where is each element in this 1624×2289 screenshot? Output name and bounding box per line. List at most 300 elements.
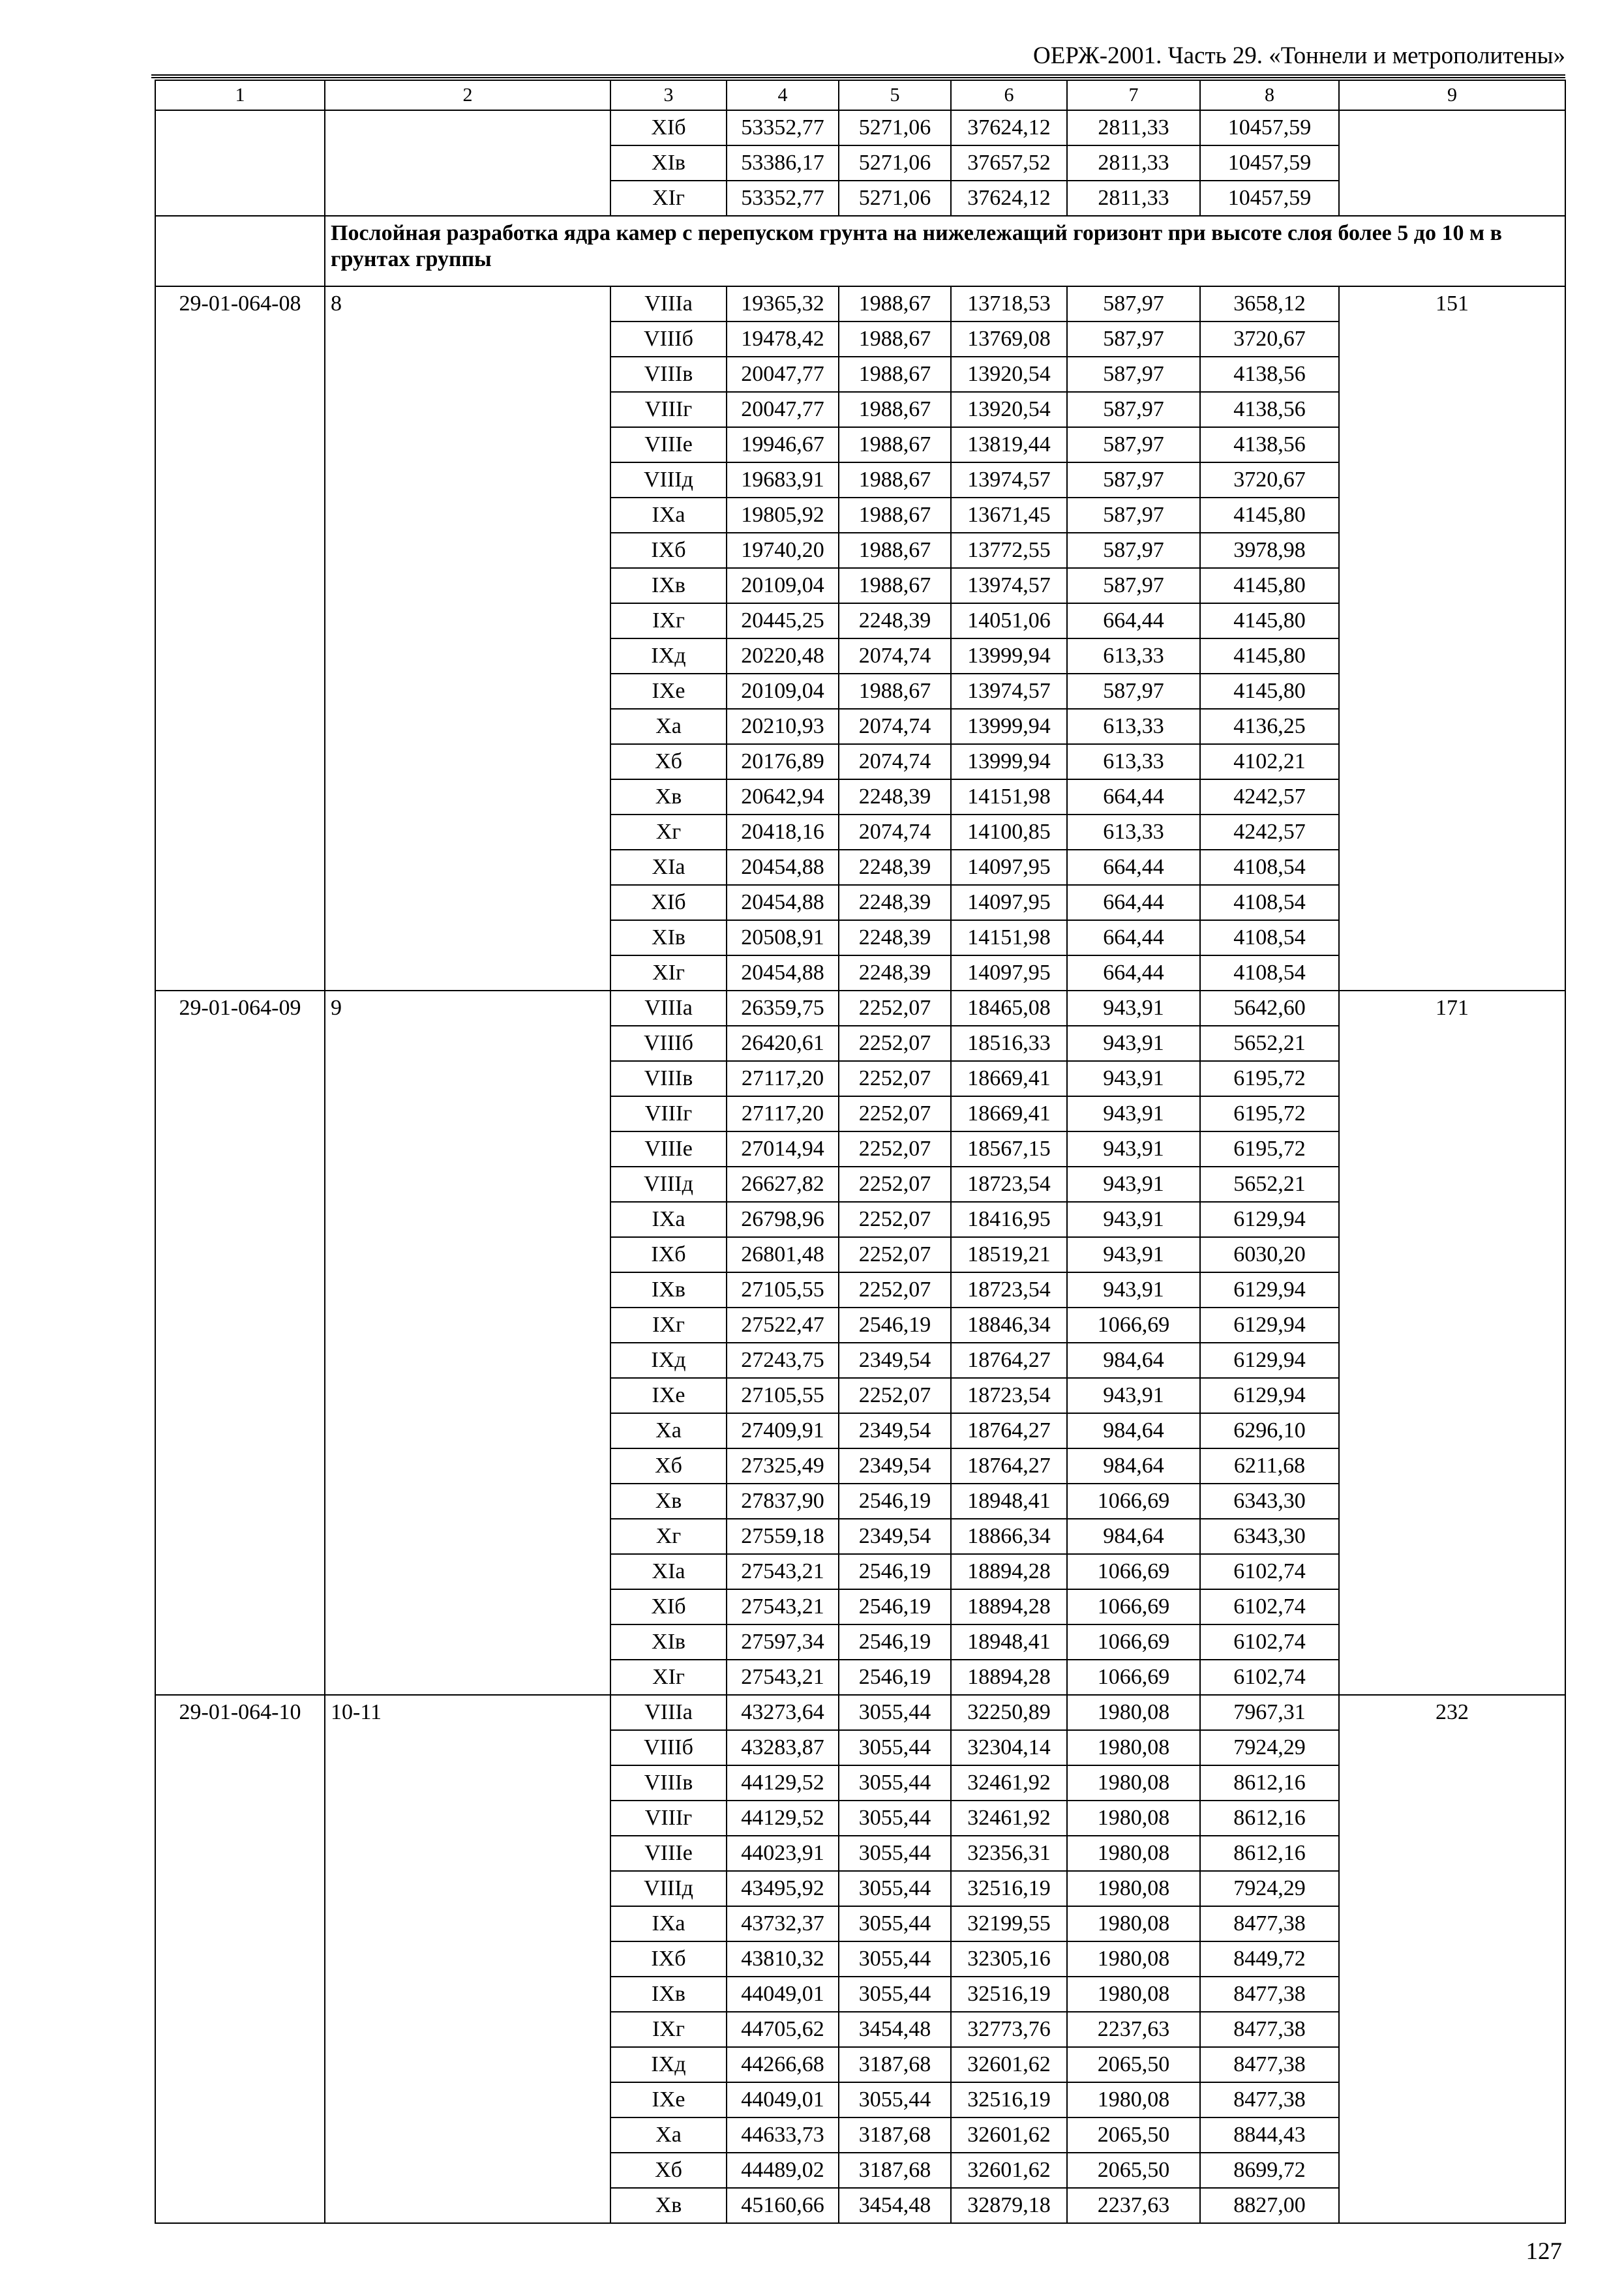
labor-total: 232 bbox=[1339, 1695, 1565, 2223]
value-cell: 3978,98 bbox=[1200, 533, 1339, 568]
rate-code: 29-01-064-08 bbox=[155, 286, 325, 991]
value-cell: 1980,08 bbox=[1067, 1695, 1200, 1730]
value-cell: 18669,41 bbox=[951, 1061, 1067, 1096]
value-cell: 13772,55 bbox=[951, 533, 1067, 568]
column-number: 3 bbox=[610, 80, 727, 110]
value-cell: 3055,44 bbox=[839, 1941, 951, 1977]
value-cell: 27105,55 bbox=[727, 1378, 839, 1413]
value-cell: 27409,91 bbox=[727, 1413, 839, 1448]
column-number: 8 bbox=[1200, 80, 1339, 110]
value-cell: 943,91 bbox=[1067, 991, 1200, 1026]
value-cell: 8477,38 bbox=[1200, 1977, 1339, 2012]
value-cell: 613,33 bbox=[1067, 815, 1200, 850]
category-cell: IХв bbox=[610, 1977, 727, 2012]
header-rule bbox=[151, 74, 1565, 78]
value-cell: 2074,74 bbox=[839, 709, 951, 744]
column-number: 1 bbox=[155, 80, 325, 110]
category-cell: VIIIа bbox=[610, 1695, 727, 1730]
soil-group: 10-11 bbox=[325, 1695, 610, 2223]
category-cell: Хг bbox=[610, 1519, 727, 1554]
value-cell: 3055,44 bbox=[839, 1906, 951, 1941]
value-cell: 2811,33 bbox=[1067, 110, 1200, 145]
value-cell: 20109,04 bbox=[727, 674, 839, 709]
value-cell: 43495,92 bbox=[727, 1871, 839, 1906]
value-cell: 2252,07 bbox=[839, 991, 951, 1026]
category-cell: VIIIг bbox=[610, 1801, 727, 1836]
category-cell: IХд bbox=[610, 638, 727, 674]
value-cell: 2349,54 bbox=[839, 1519, 951, 1554]
value-cell: 18866,34 bbox=[951, 1519, 1067, 1554]
value-cell: 587,97 bbox=[1067, 357, 1200, 392]
category-cell: VIIIб bbox=[610, 322, 727, 357]
value-cell: 20508,91 bbox=[727, 920, 839, 955]
value-cell: 6195,72 bbox=[1200, 1061, 1339, 1096]
category-cell: Хв bbox=[610, 779, 727, 815]
value-cell: 2252,07 bbox=[839, 1378, 951, 1413]
value-cell: 5271,06 bbox=[839, 181, 951, 216]
value-cell: 27014,94 bbox=[727, 1131, 839, 1167]
value-cell: 4108,54 bbox=[1200, 920, 1339, 955]
value-cell: 14100,85 bbox=[951, 815, 1067, 850]
category-cell: ХIб bbox=[610, 885, 727, 920]
value-cell: 43810,32 bbox=[727, 1941, 839, 1977]
value-cell: 14097,95 bbox=[951, 955, 1067, 991]
value-cell: 2065,50 bbox=[1067, 2153, 1200, 2188]
value-cell: 943,91 bbox=[1067, 1202, 1200, 1237]
column-number: 7 bbox=[1067, 80, 1200, 110]
value-cell: 587,97 bbox=[1067, 498, 1200, 533]
page-number: 127 bbox=[1526, 2238, 1562, 2265]
value-cell: 32516,19 bbox=[951, 1871, 1067, 1906]
value-cell: 2811,33 bbox=[1067, 145, 1200, 181]
value-cell: 44266,68 bbox=[727, 2047, 839, 2082]
value-cell: 3658,12 bbox=[1200, 286, 1339, 322]
value-cell: 613,33 bbox=[1067, 709, 1200, 744]
category-cell: IХе bbox=[610, 674, 727, 709]
value-cell: 3055,44 bbox=[839, 1730, 951, 1765]
value-cell: 1988,67 bbox=[839, 674, 951, 709]
code-cell bbox=[155, 110, 325, 216]
value-cell: 2546,19 bbox=[839, 1554, 951, 1589]
value-cell: 8612,16 bbox=[1200, 1765, 1339, 1801]
value-cell: 44489,02 bbox=[727, 2153, 839, 2188]
value-cell: 32516,19 bbox=[951, 2082, 1067, 2117]
rate-code: 29-01-064-10 bbox=[155, 1695, 325, 2223]
value-cell: 4145,80 bbox=[1200, 568, 1339, 603]
value-cell: 984,64 bbox=[1067, 1343, 1200, 1378]
category-cell: Хб bbox=[610, 1448, 727, 1484]
value-cell: 984,64 bbox=[1067, 1448, 1200, 1484]
value-cell: 43732,37 bbox=[727, 1906, 839, 1941]
value-cell: 20109,04 bbox=[727, 568, 839, 603]
value-cell: 1980,08 bbox=[1067, 1977, 1200, 2012]
value-cell: 18416,95 bbox=[951, 1202, 1067, 1237]
value-cell: 2252,07 bbox=[839, 1061, 951, 1096]
section-spacer bbox=[155, 216, 325, 286]
value-cell: 18846,34 bbox=[951, 1308, 1067, 1343]
value-cell: 2248,39 bbox=[839, 955, 951, 991]
category-cell: Хг bbox=[610, 815, 727, 850]
value-cell: 2248,39 bbox=[839, 603, 951, 638]
value-cell: 13819,44 bbox=[951, 427, 1067, 462]
value-cell: 2065,50 bbox=[1067, 2117, 1200, 2153]
value-cell: 19740,20 bbox=[727, 533, 839, 568]
value-cell: 6129,94 bbox=[1200, 1272, 1339, 1308]
value-cell: 943,91 bbox=[1067, 1378, 1200, 1413]
value-cell: 8477,38 bbox=[1200, 1906, 1339, 1941]
value-cell: 32601,62 bbox=[951, 2047, 1067, 2082]
value-cell: 3055,44 bbox=[839, 1977, 951, 2012]
value-cell: 20454,88 bbox=[727, 850, 839, 885]
value-cell: 20210,93 bbox=[727, 709, 839, 744]
category-cell: VIIIб bbox=[610, 1026, 727, 1061]
value-cell: 2546,19 bbox=[839, 1624, 951, 1660]
value-cell: 943,91 bbox=[1067, 1272, 1200, 1308]
value-cell: 27105,55 bbox=[727, 1272, 839, 1308]
value-cell: 18669,41 bbox=[951, 1096, 1067, 1131]
value-cell: 587,97 bbox=[1067, 533, 1200, 568]
labor-total: 151 bbox=[1339, 286, 1565, 991]
category-cell: IХв bbox=[610, 568, 727, 603]
value-cell: 664,44 bbox=[1067, 603, 1200, 638]
value-cell: 14051,06 bbox=[951, 603, 1067, 638]
value-cell: 1066,69 bbox=[1067, 1308, 1200, 1343]
value-cell: 4108,54 bbox=[1200, 850, 1339, 885]
category-cell: IХе bbox=[610, 1378, 727, 1413]
category-cell: IХа bbox=[610, 498, 727, 533]
total-cell bbox=[1339, 110, 1565, 216]
group-cell bbox=[325, 110, 610, 216]
rates-table bbox=[155, 80, 1566, 2224]
category-cell: IХв bbox=[610, 1272, 727, 1308]
value-cell: 3720,67 bbox=[1200, 322, 1339, 357]
column-number: 6 bbox=[951, 80, 1067, 110]
value-cell: 7924,29 bbox=[1200, 1730, 1339, 1765]
value-cell: 6211,68 bbox=[1200, 1448, 1339, 1484]
value-cell: 20642,94 bbox=[727, 779, 839, 815]
category-cell: Ха bbox=[610, 709, 727, 744]
category-cell: Хб bbox=[610, 2153, 727, 2188]
value-cell: 2248,39 bbox=[839, 850, 951, 885]
column-number: 4 bbox=[727, 80, 839, 110]
value-cell: 1980,08 bbox=[1067, 1871, 1200, 1906]
category-cell: VIIIд bbox=[610, 1167, 727, 1202]
value-cell: 2252,07 bbox=[839, 1202, 951, 1237]
value-cell: 2546,19 bbox=[839, 1660, 951, 1695]
category-cell: ХIа bbox=[610, 850, 727, 885]
value-cell: 45160,66 bbox=[727, 2188, 839, 2223]
value-cell: 943,91 bbox=[1067, 1131, 1200, 1167]
value-cell: 1980,08 bbox=[1067, 1941, 1200, 1977]
value-cell: 37624,12 bbox=[951, 181, 1067, 216]
value-cell: 1988,67 bbox=[839, 498, 951, 533]
rates-table-body bbox=[155, 80, 1565, 2223]
value-cell: 43273,64 bbox=[727, 1695, 839, 1730]
value-cell: 3055,44 bbox=[839, 1801, 951, 1836]
category-cell: VIIIд bbox=[610, 1871, 727, 1906]
value-cell: 18948,41 bbox=[951, 1484, 1067, 1519]
value-cell: 6195,72 bbox=[1200, 1131, 1339, 1167]
value-cell: 1988,67 bbox=[839, 568, 951, 603]
value-cell: 26801,48 bbox=[727, 1237, 839, 1272]
value-cell: 6195,72 bbox=[1200, 1096, 1339, 1131]
value-cell: 32356,31 bbox=[951, 1836, 1067, 1871]
value-cell: 53386,17 bbox=[727, 145, 839, 181]
value-cell: 1988,67 bbox=[839, 357, 951, 392]
value-cell: 18723,54 bbox=[951, 1272, 1067, 1308]
category-cell: Хв bbox=[610, 1484, 727, 1519]
value-cell: 8699,72 bbox=[1200, 2153, 1339, 2188]
value-cell: 5652,21 bbox=[1200, 1026, 1339, 1061]
value-cell: 20445,25 bbox=[727, 603, 839, 638]
value-cell: 13999,94 bbox=[951, 638, 1067, 674]
value-cell: 2252,07 bbox=[839, 1096, 951, 1131]
value-cell: 2546,19 bbox=[839, 1589, 951, 1624]
category-cell: VIIIа bbox=[610, 286, 727, 322]
value-cell: 13920,54 bbox=[951, 357, 1067, 392]
column-number: 5 bbox=[839, 80, 951, 110]
value-cell: 43283,87 bbox=[727, 1730, 839, 1765]
value-cell: 1066,69 bbox=[1067, 1484, 1200, 1519]
value-cell: 5652,21 bbox=[1200, 1167, 1339, 1202]
value-cell: 26798,96 bbox=[727, 1202, 839, 1237]
value-cell: 2252,07 bbox=[839, 1131, 951, 1167]
value-cell: 1980,08 bbox=[1067, 1765, 1200, 1801]
value-cell: 2074,74 bbox=[839, 638, 951, 674]
category-cell: ХIа bbox=[610, 1554, 727, 1589]
value-cell: 3454,48 bbox=[839, 2188, 951, 2223]
value-cell: 6343,30 bbox=[1200, 1519, 1339, 1554]
value-cell: 5271,06 bbox=[839, 110, 951, 145]
value-cell: 20418,16 bbox=[727, 815, 839, 850]
value-cell: 2252,07 bbox=[839, 1026, 951, 1061]
value-cell: 4145,80 bbox=[1200, 638, 1339, 674]
value-cell: 6102,74 bbox=[1200, 1624, 1339, 1660]
category-cell: VIIIв bbox=[610, 1061, 727, 1096]
category-cell: IХг bbox=[610, 1308, 727, 1343]
column-number-row bbox=[155, 80, 1565, 110]
value-cell: 2349,54 bbox=[839, 1413, 951, 1448]
value-cell: 20454,88 bbox=[727, 955, 839, 991]
value-cell: 27325,49 bbox=[727, 1448, 839, 1484]
value-cell: 6030,20 bbox=[1200, 1237, 1339, 1272]
value-cell: 664,44 bbox=[1067, 920, 1200, 955]
value-cell: 18519,21 bbox=[951, 1237, 1067, 1272]
value-cell: 18723,54 bbox=[951, 1378, 1067, 1413]
value-cell: 2248,39 bbox=[839, 779, 951, 815]
value-cell: 3454,48 bbox=[839, 2012, 951, 2047]
value-cell: 2074,74 bbox=[839, 744, 951, 779]
value-cell: 2237,63 bbox=[1067, 2188, 1200, 2223]
value-cell: 13999,94 bbox=[951, 709, 1067, 744]
value-cell: 3055,44 bbox=[839, 1695, 951, 1730]
value-cell: 2349,54 bbox=[839, 1343, 951, 1378]
value-cell: 3720,67 bbox=[1200, 462, 1339, 498]
value-cell: 1988,67 bbox=[839, 286, 951, 322]
section-title: Послойная разработка ядра камер с перепуском грунта на нижележащий горизонт при высоте слоя более 5 до 10 м в грунтах группы bbox=[325, 216, 1565, 286]
value-cell: 6102,74 bbox=[1200, 1589, 1339, 1624]
rate-code: 29-01-064-09 bbox=[155, 991, 325, 1695]
category-cell: IХд bbox=[610, 2047, 727, 2082]
value-cell: 6129,94 bbox=[1200, 1343, 1339, 1378]
value-cell: 32516,19 bbox=[951, 1977, 1067, 2012]
value-cell: 37657,52 bbox=[951, 145, 1067, 181]
category-cell: VIIIг bbox=[610, 1096, 727, 1131]
value-cell: 664,44 bbox=[1067, 955, 1200, 991]
value-cell: 943,91 bbox=[1067, 1096, 1200, 1131]
value-cell: 8612,16 bbox=[1200, 1801, 1339, 1836]
value-cell: 32199,55 bbox=[951, 1906, 1067, 1941]
value-cell: 2811,33 bbox=[1067, 181, 1200, 216]
value-cell: 27117,20 bbox=[727, 1096, 839, 1131]
value-cell: 19946,67 bbox=[727, 427, 839, 462]
value-cell: 4108,54 bbox=[1200, 885, 1339, 920]
value-cell: 26359,75 bbox=[727, 991, 839, 1026]
labor-total: 171 bbox=[1339, 991, 1565, 1695]
value-cell: 587,97 bbox=[1067, 462, 1200, 498]
value-cell: 4145,80 bbox=[1200, 603, 1339, 638]
value-cell: 18465,08 bbox=[951, 991, 1067, 1026]
value-cell: 13974,57 bbox=[951, 568, 1067, 603]
value-cell: 2248,39 bbox=[839, 885, 951, 920]
value-cell: 2349,54 bbox=[839, 1448, 951, 1484]
category-cell: ХIв bbox=[610, 1624, 727, 1660]
value-cell: 943,91 bbox=[1067, 1167, 1200, 1202]
value-cell: 13718,53 bbox=[951, 286, 1067, 322]
value-cell: 3187,68 bbox=[839, 2153, 951, 2188]
value-cell: 1980,08 bbox=[1067, 1906, 1200, 1941]
category-cell: IХг bbox=[610, 603, 727, 638]
value-cell: 37624,12 bbox=[951, 110, 1067, 145]
value-cell: 53352,77 bbox=[727, 181, 839, 216]
value-cell: 27597,34 bbox=[727, 1624, 839, 1660]
category-cell: ХIг bbox=[610, 181, 727, 216]
category-cell: Хв bbox=[610, 2188, 727, 2223]
value-cell: 1988,67 bbox=[839, 322, 951, 357]
value-cell: 44129,52 bbox=[727, 1801, 839, 1836]
value-cell: 19478,42 bbox=[727, 322, 839, 357]
value-cell: 1066,69 bbox=[1067, 1660, 1200, 1695]
value-cell: 27243,75 bbox=[727, 1343, 839, 1378]
category-cell: ХIг bbox=[610, 1660, 727, 1695]
value-cell: 14151,98 bbox=[951, 920, 1067, 955]
value-cell: 20047,77 bbox=[727, 357, 839, 392]
category-cell: VIIIа bbox=[610, 991, 727, 1026]
value-cell: 6129,94 bbox=[1200, 1202, 1339, 1237]
value-cell: 27522,47 bbox=[727, 1308, 839, 1343]
value-cell: 7924,29 bbox=[1200, 1871, 1339, 1906]
value-cell: 44129,52 bbox=[727, 1765, 839, 1801]
category-cell: VIIIв bbox=[610, 1765, 727, 1801]
value-cell: 20220,48 bbox=[727, 638, 839, 674]
value-cell: 18567,15 bbox=[951, 1131, 1067, 1167]
category-cell: ХIг bbox=[610, 955, 727, 991]
value-cell: 4145,80 bbox=[1200, 674, 1339, 709]
category-cell: IХе bbox=[610, 2082, 727, 2117]
value-cell: 18894,28 bbox=[951, 1660, 1067, 1695]
value-cell: 2074,74 bbox=[839, 815, 951, 850]
value-cell: 26627,82 bbox=[727, 1167, 839, 1202]
value-cell: 10457,59 bbox=[1200, 181, 1339, 216]
category-cell: IХб bbox=[610, 1941, 727, 1977]
value-cell: 10457,59 bbox=[1200, 110, 1339, 145]
value-cell: 1988,67 bbox=[839, 392, 951, 427]
value-cell: 1980,08 bbox=[1067, 1730, 1200, 1765]
value-cell: 1988,67 bbox=[839, 427, 951, 462]
value-cell: 44049,01 bbox=[727, 1977, 839, 2012]
category-cell: Ха bbox=[610, 2117, 727, 2153]
category-cell: VIIIе bbox=[610, 427, 727, 462]
value-cell: 18948,41 bbox=[951, 1624, 1067, 1660]
value-cell: 1066,69 bbox=[1067, 1554, 1200, 1589]
soil-group: 9 bbox=[325, 991, 610, 1695]
value-cell: 10457,59 bbox=[1200, 145, 1339, 181]
value-cell: 1066,69 bbox=[1067, 1589, 1200, 1624]
value-cell: 8477,38 bbox=[1200, 2082, 1339, 2117]
value-cell: 32461,92 bbox=[951, 1801, 1067, 1836]
category-cell: VIIIе bbox=[610, 1131, 727, 1167]
category-cell: IХб bbox=[610, 533, 727, 568]
value-cell: 587,97 bbox=[1067, 674, 1200, 709]
category-cell: VIIIе bbox=[610, 1836, 727, 1871]
value-cell: 14097,95 bbox=[951, 850, 1067, 885]
column-number: 9 bbox=[1339, 80, 1565, 110]
value-cell: 4242,57 bbox=[1200, 779, 1339, 815]
value-cell: 8612,16 bbox=[1200, 1836, 1339, 1871]
column-number: 2 bbox=[325, 80, 610, 110]
value-cell: 44049,01 bbox=[727, 2082, 839, 2117]
value-cell: 4242,57 bbox=[1200, 815, 1339, 850]
value-cell: 19805,92 bbox=[727, 498, 839, 533]
table-row bbox=[155, 110, 1565, 145]
value-cell: 4138,56 bbox=[1200, 357, 1339, 392]
value-cell: 943,91 bbox=[1067, 1237, 1200, 1272]
value-cell: 14151,98 bbox=[951, 779, 1067, 815]
value-cell: 20047,77 bbox=[727, 392, 839, 427]
value-cell: 3055,44 bbox=[839, 1765, 951, 1801]
value-cell: 2248,39 bbox=[839, 920, 951, 955]
value-cell: 4136,25 bbox=[1200, 709, 1339, 744]
value-cell: 18516,33 bbox=[951, 1026, 1067, 1061]
table-row bbox=[155, 286, 1565, 322]
category-cell: ХIв bbox=[610, 920, 727, 955]
value-cell: 3187,68 bbox=[839, 2117, 951, 2153]
value-cell: 18723,54 bbox=[951, 1167, 1067, 1202]
value-cell: 2546,19 bbox=[839, 1308, 951, 1343]
category-cell: Ха bbox=[610, 1413, 727, 1448]
value-cell: 32305,16 bbox=[951, 1941, 1067, 1977]
value-cell: 2252,07 bbox=[839, 1237, 951, 1272]
value-cell: 664,44 bbox=[1067, 885, 1200, 920]
value-cell: 32250,89 bbox=[951, 1695, 1067, 1730]
value-cell: 20454,88 bbox=[727, 885, 839, 920]
value-cell: 13769,08 bbox=[951, 322, 1067, 357]
value-cell: 1988,67 bbox=[839, 462, 951, 498]
value-cell: 984,64 bbox=[1067, 1413, 1200, 1448]
value-cell: 18894,28 bbox=[951, 1554, 1067, 1589]
value-cell: 1980,08 bbox=[1067, 1801, 1200, 1836]
category-cell: VIIIб bbox=[610, 1730, 727, 1765]
value-cell: 613,33 bbox=[1067, 744, 1200, 779]
value-cell: 3055,44 bbox=[839, 1836, 951, 1871]
value-cell: 984,64 bbox=[1067, 1519, 1200, 1554]
value-cell: 2237,63 bbox=[1067, 2012, 1200, 2047]
value-cell: 1988,67 bbox=[839, 533, 951, 568]
category-cell: IХд bbox=[610, 1343, 727, 1378]
value-cell: 32879,18 bbox=[951, 2188, 1067, 2223]
value-cell: 2252,07 bbox=[839, 1272, 951, 1308]
category-cell: Хб bbox=[610, 744, 727, 779]
